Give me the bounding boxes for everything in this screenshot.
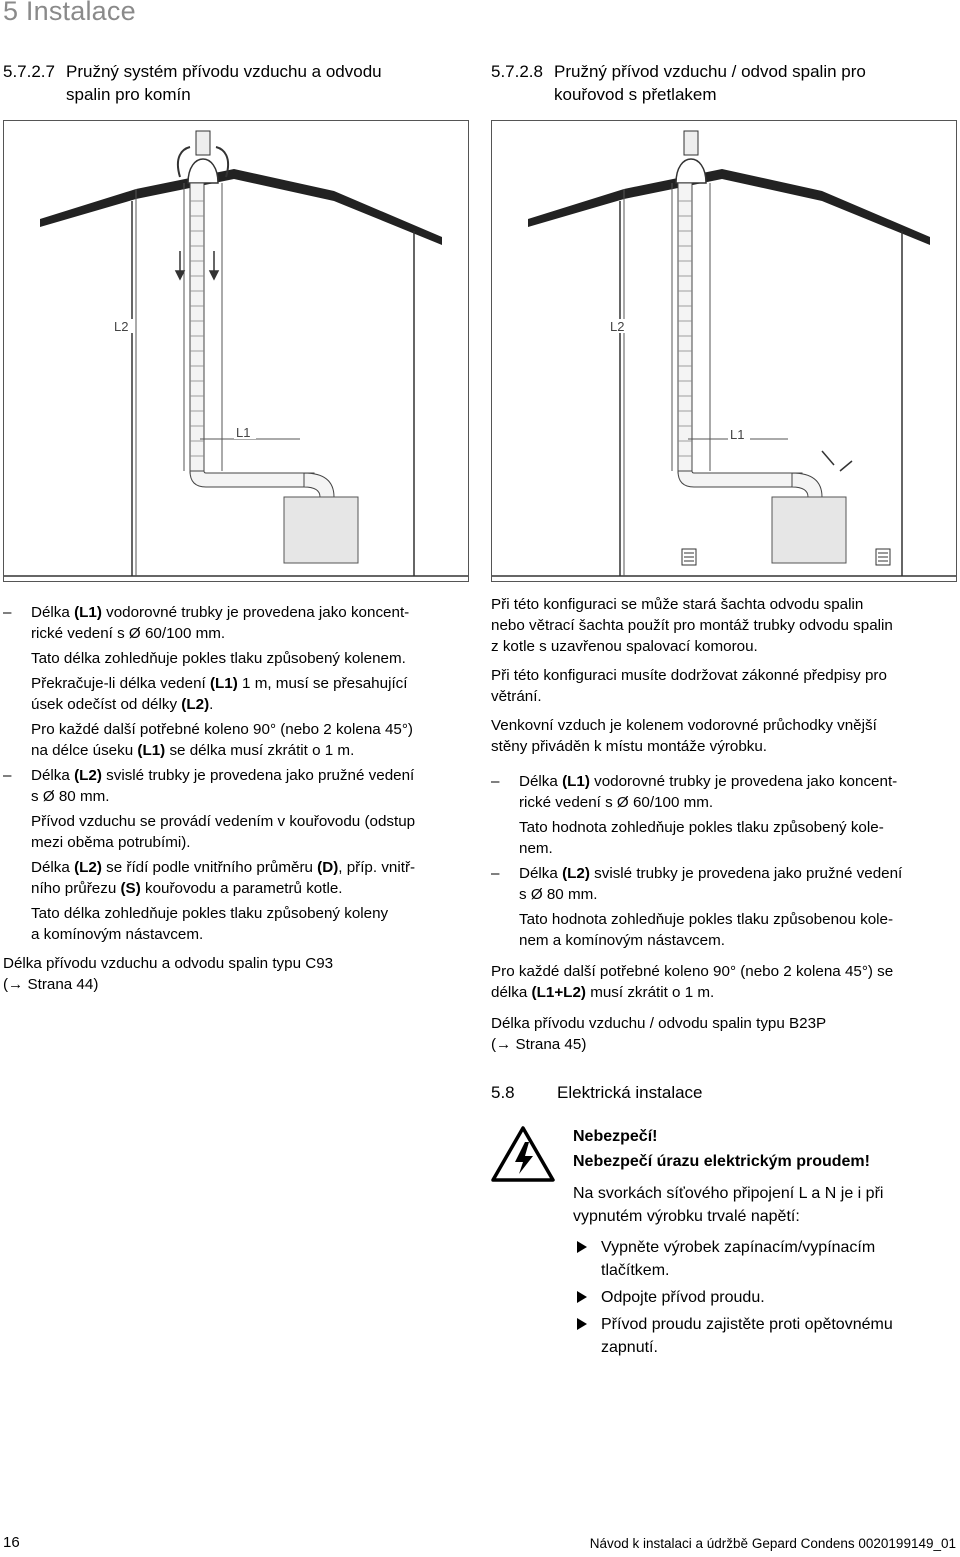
chimney-diagram-left (4, 121, 468, 581)
paragraph (3, 903, 468, 945)
text: Při této konfiguraci se může stará šachta odvodu spalin (491, 596, 864, 613)
text: Délka (31, 859, 75, 876)
text: kouřovodu a parametrů kotle. (140, 880, 343, 897)
section-title-line2: kouřovod s přetlakem (554, 85, 717, 104)
text: na délce úseku (31, 742, 138, 759)
text: ního průřezu (31, 880, 121, 897)
chimney-cap (188, 159, 218, 183)
section-heading-5-7-2-8 (491, 60, 951, 106)
elbow (304, 473, 334, 497)
text: Tato hodnota zohledňuje pokles tlaku způsobený kole- (519, 819, 884, 836)
section-heading-5-7-2-7 (3, 60, 463, 106)
paragraph (3, 857, 468, 899)
list-item-l1 (3, 602, 468, 644)
text: Délka (31, 767, 75, 784)
text: úsek odečíst od délky (31, 696, 182, 713)
text: svislé trubky je provedena jako pružné vedení (101, 767, 415, 784)
text: (S) (120, 880, 141, 897)
text: vodorovné trubky je provedena jako koncent- (589, 773, 898, 790)
text: (L2) (562, 865, 590, 882)
text: tlačítkem. (601, 1262, 670, 1279)
text: (L2) (74, 859, 102, 876)
electric-hazard-icon (491, 1126, 555, 1182)
text: musí zkrátit o 1 m. (585, 984, 715, 1001)
text: se řídí podle vnitřního průměru (101, 859, 318, 876)
text: Délka (31, 604, 75, 621)
airflow-arrows (822, 451, 852, 471)
text: , příp. vnitř- (338, 859, 416, 876)
reference-link[interactable]: (→ Strana 45) (491, 1036, 587, 1053)
elbow (792, 473, 822, 497)
text: Pro každé další potřebné koleno 90° (nebo 2 kolena 45°) (31, 721, 413, 738)
horizontal-pipe (678, 471, 802, 487)
text: nem a komínovým nástavcem. (519, 932, 725, 949)
chimney-cap (676, 159, 706, 183)
text: s Ø 80 mm. (31, 788, 110, 805)
text: stěny přiváděn k místu montáže výrobku. (491, 738, 768, 755)
text: Přívod proudu zajistěte proti opětovnému (601, 1316, 893, 1333)
text: Délka přívodu vzduchu a odvodu spalin typu C93 (3, 955, 334, 972)
paragraph (491, 665, 956, 707)
dash: – (3, 604, 12, 621)
flue-terminal (684, 131, 698, 155)
label-l1: L1 (730, 427, 745, 442)
boiler (772, 497, 846, 563)
text: Délka (519, 865, 563, 882)
bullet-arrow-icon (577, 1241, 587, 1253)
floor-vent (876, 549, 890, 565)
text: Pro každé další potřebné koleno 90° (nebo 2 kolena 45°) se (491, 963, 894, 980)
text: Délka přívodu vzduchu / odvodu spalin typu B23P (491, 1015, 827, 1032)
text: délka (491, 984, 532, 1001)
text: (L2) (74, 767, 102, 784)
text: rické vedení s Ø 60/100 mm. (31, 625, 226, 642)
text: vypnutém výrobku trvalé napětí: (573, 1208, 800, 1225)
text: Tato délka zohledňuje pokles tlaku způsobený koleny (31, 905, 389, 922)
list-item-l2 (491, 863, 956, 905)
roof (528, 169, 930, 245)
text: větrání. (491, 688, 542, 705)
figure-chimney-left (3, 120, 469, 582)
warning-text (573, 1182, 883, 1228)
warning-block (491, 1124, 956, 1384)
roof (40, 169, 442, 245)
text: (L1+L2) (531, 984, 586, 1001)
section-heading-5-8 (491, 1083, 703, 1103)
text: se délka musí zkrátit o 1 m. (165, 742, 355, 759)
warning-actions (573, 1236, 953, 1359)
dash: – (3, 767, 12, 784)
right-column-text (491, 594, 956, 1059)
reference-link[interactable]: (→ Strana 44) (3, 976, 99, 993)
text: Délka (519, 773, 563, 790)
paragraph (491, 715, 956, 757)
flexible-pipe (190, 183, 204, 473)
label-l1: L1 (236, 425, 251, 440)
text: (L1) (209, 675, 238, 692)
text: (L1) (74, 604, 102, 621)
floor-vent (682, 549, 696, 565)
text: vodorovné trubky je provedena jako koncent- (101, 604, 410, 621)
section-number: 5.7.2.7 (3, 62, 55, 81)
paragraph (491, 817, 956, 859)
text: Překračuje-li délka vedení (31, 675, 210, 692)
section-title-line2: spalin pro komín (66, 85, 191, 104)
text: svislé trubky je provedena jako pružné vedení (589, 865, 903, 882)
paragraph (3, 811, 468, 853)
bullet-arrow-icon (577, 1291, 587, 1303)
section-number: 5.7.2.8 (491, 62, 543, 81)
chimney-diagram-right (492, 121, 956, 581)
section-number: 5.8 (491, 1083, 515, 1102)
section-title-line1: Pružný přívod vzduchu / odvod spalin pro (554, 62, 866, 81)
action-item (573, 1236, 953, 1282)
text: (L2) (181, 696, 210, 713)
paragraph (3, 719, 468, 761)
text: a komínovým nástavcem. (31, 926, 204, 943)
paragraph (491, 961, 956, 1003)
text: nem. (519, 840, 553, 857)
text: Odpojte přívod proudu. (601, 1289, 765, 1306)
text: Tato hodnota zohledňuje pokles tlaku způsobenou kole- (519, 911, 894, 928)
text: z kotle s uzavřenou spalovací komorou. (491, 638, 758, 655)
warning-subtitle: Nebezpečí úrazu elektrickým proudem! (573, 1153, 870, 1170)
text: . (209, 696, 214, 713)
text: Přívod vzduchu se provádí vedením v kouřovodu (odstup (31, 813, 416, 830)
list-item-l2 (3, 765, 468, 807)
left-column-text (3, 602, 468, 999)
text: (D) (317, 859, 339, 876)
text: (L1) (137, 742, 166, 759)
paragraph: Tato délka zohledňuje pokles tlaku způsobený kolenem. (31, 650, 406, 667)
text: (L1) (562, 773, 590, 790)
text: nebo větrací šachta použít pro montáž trubky odvodu spalin (491, 617, 893, 634)
text: Venkovní vzduch je kolenem vodorovné průchodky vnější (491, 717, 877, 734)
flexible-pipe (678, 183, 692, 473)
warning-title: Nebezpečí! (573, 1128, 658, 1145)
dash: – (491, 865, 500, 882)
text: zapnutí. (601, 1339, 658, 1356)
section-title-line1: Pružný systém přívodu vzduchu a odvodu (66, 62, 382, 81)
horizontal-pipe (190, 471, 314, 487)
paragraph (491, 909, 956, 951)
text: rické vedení s Ø 60/100 mm. (519, 794, 714, 811)
airflow-arrow (178, 147, 190, 177)
document-title: Návod k instalaci a údržbě Gepard Condens 0020199149_01 (589, 1536, 956, 1551)
action-item (573, 1313, 953, 1359)
page-number: 16 (3, 1534, 20, 1551)
action-item (573, 1286, 953, 1309)
label-l2: L2 (114, 319, 129, 334)
text: Při této konfiguraci musíte dodržovat zákonné předpisy pro (491, 667, 887, 684)
text: Vypněte výrobek zapínacím/vypínacím (601, 1239, 876, 1256)
cross-reference[interactable] (491, 1013, 956, 1055)
chapter-title: 5 Instalace (3, 0, 136, 26)
bullet-arrow-icon (577, 1318, 587, 1330)
figure-chimney-right (491, 120, 957, 582)
paragraph (3, 673, 468, 715)
label-l2: L2 (610, 319, 625, 334)
paragraph (491, 594, 956, 657)
cross-reference[interactable] (3, 953, 468, 995)
text: mezi oběma potrubími). (31, 834, 191, 851)
boiler (284, 497, 358, 563)
text: 1 m, musí se přesahující (237, 675, 408, 692)
text: s Ø 80 mm. (519, 886, 598, 903)
list-item-l1 (491, 771, 956, 813)
text: Na svorkách síťového připojení L a N je i při (573, 1185, 884, 1202)
dash: – (491, 773, 500, 790)
section-title: Elektrická instalace (557, 1083, 703, 1102)
flue-terminal (196, 131, 210, 155)
